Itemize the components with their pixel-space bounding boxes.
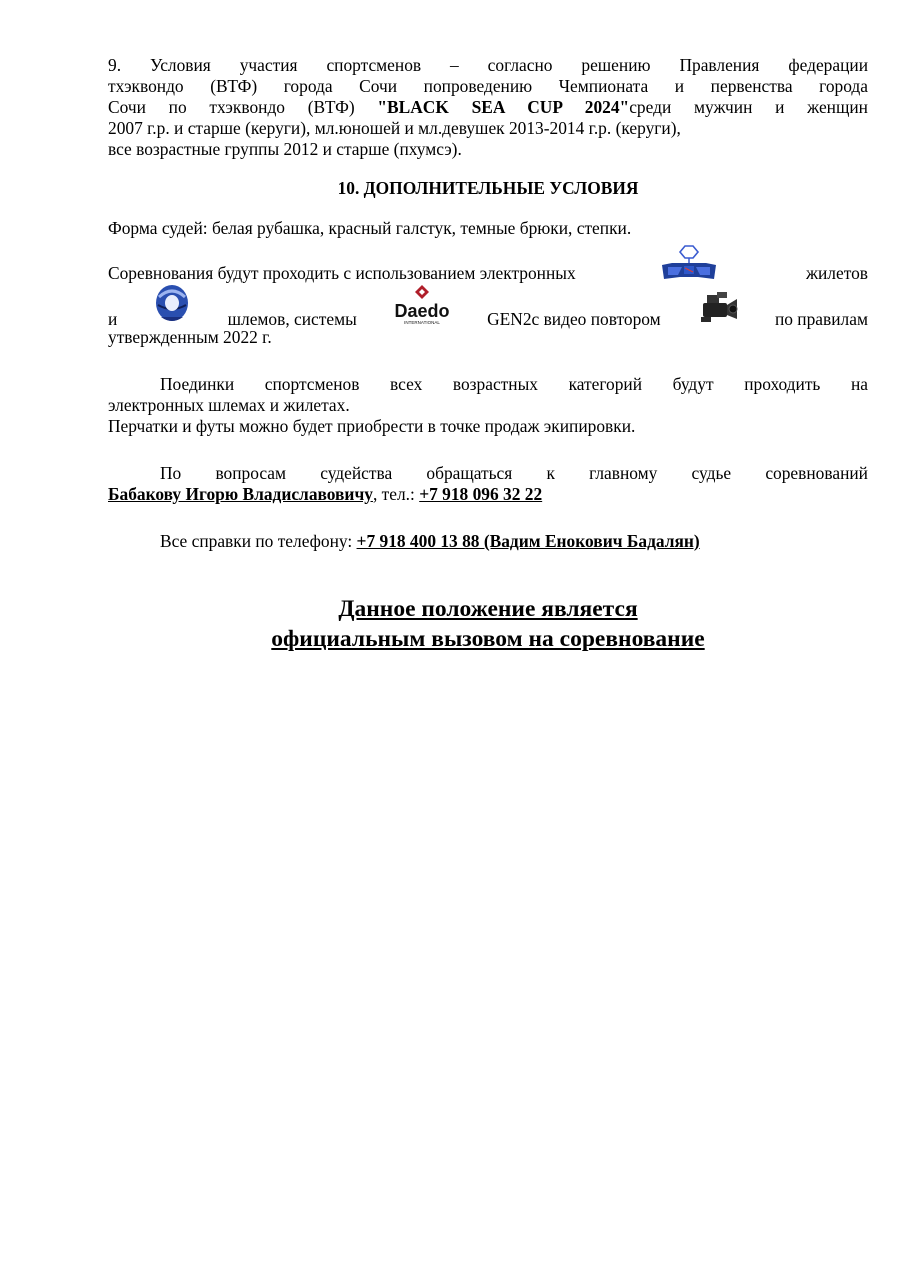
document-page: [108, 55, 868, 654]
official-call-line-2: официальным вызовом на соревнование: [271, 626, 705, 652]
item-9-line-3-text: Сочи по тхэквондо (ВТФ): [108, 97, 378, 117]
item-9-line-1: 9. Условия участия спортсменов – согласно решению Правления федерации: [108, 55, 868, 75]
helmets-systems-text: шлемов, системы: [227, 309, 357, 329]
rules-text: по правилам: [774, 309, 868, 329]
item-9-paragraph: [108, 55, 868, 160]
video-camera-icon: [697, 289, 739, 332]
and-text: и: [108, 309, 118, 329]
electronic-line-1: [108, 248, 868, 286]
chief-judge-phone: +7 918 096 32 22: [419, 484, 543, 504]
chief-judge-name: Бабакову Игорю Владиславовичу: [108, 484, 373, 504]
bouts-line-2: электронных шлемах и жилетах.: [108, 395, 350, 415]
bouts-line-1: Поединки спортсменов всех возрастных категорий будут проходить на: [160, 374, 868, 394]
gen2c-text: GEN2c видео повтором: [487, 309, 661, 329]
section-10-title: 10. ДОПОЛНИТЕЛЬНЫЕ УСЛОВИЯ: [337, 178, 639, 198]
info-line: [108, 531, 868, 552]
electronic-line-2: [108, 288, 868, 332]
event-name: "BLACK SEA CUP 2024": [377, 97, 630, 117]
daedo-logo: [393, 283, 451, 332]
electronic-text: Соревнования будут проходить с использованием электронных: [108, 263, 576, 283]
daedo-logo-subtext: INTERNATIONAL: [404, 320, 440, 325]
judging-line-1: По вопросам судейства обращаться к главному судье соревнований: [160, 463, 868, 483]
official-call-notice: [108, 594, 868, 654]
electronic-vest-icon: [658, 245, 720, 286]
gloves-text: Перчатки и футы можно будет приобрести в точке продаж экипировки.: [108, 416, 636, 436]
item-9-line-2: тхэквондо (ВТФ) города Сочи попроведению Чемпионата и первенства города: [108, 76, 868, 96]
tel-label: , тел.:: [372, 484, 420, 504]
approved-year: утвержденным 2022 г.: [108, 327, 272, 347]
info-phone: +7 918 400 13 88 (Вадим Енокович Бадалян): [356, 531, 700, 551]
official-call-line-1: Данное положение является: [338, 596, 638, 622]
item-9-line-4: 2007 г.р. и старше (керуги), мл.юношей и мл.девушек 2013-2014 г.р. (керуги),: [108, 118, 681, 138]
bouts-paragraph: [108, 374, 868, 416]
electronic-helmet-icon: [153, 283, 191, 332]
judging-line-2: [108, 484, 868, 505]
judging-paragraph: [108, 463, 868, 505]
judges-uniform: Форма судей: белая рубашка, красный галстук, темные брюки, степки.: [108, 218, 632, 238]
item-9-line-3: [108, 97, 868, 118]
info-label: Все справки по телефону:: [160, 531, 357, 551]
daedo-logo-text: Daedo: [394, 301, 450, 321]
item-9-line-5: все возрастные группы 2012 и старше (пхумсэ).: [108, 139, 462, 159]
vests-text: жилетов: [805, 263, 868, 283]
item-9-line-3-end: среди мужчин и женщин: [629, 97, 868, 117]
